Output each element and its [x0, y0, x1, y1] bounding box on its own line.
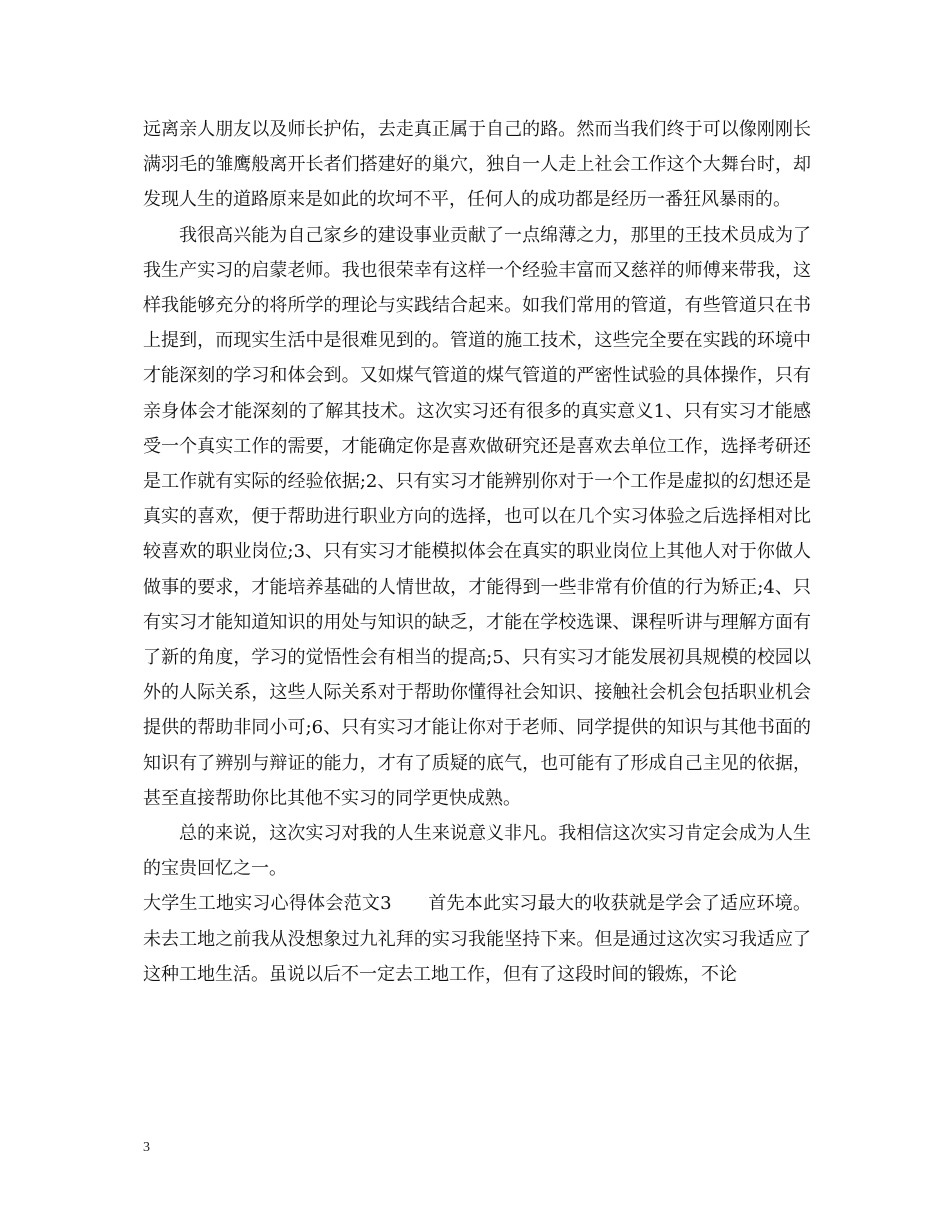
paragraph-3: 总的来说，这次实习对我的人生来说意义非凡。我相信这次实习肯定会成为人生的宝贵回忆之一。	[143, 823, 811, 880]
paragraph-4: 大学生工地实习心得体会范文3 首先本此实习最大的收获就是学会了适应环境。未去工地之前我从没想象过九礼拜的实习我能坚持下来。但是通过这次实习我适应了这种工地生活。虽说以后不一定去工地工作，但有了这段时间的锻炼，不论	[143, 893, 811, 985]
page-number: 3	[143, 1140, 150, 1155]
paragraph-1: 远离亲人朋友以及师长护佑，去走真正属于自己的路。然而当我们终于可以像刚刚长满羽毛的雏鹰般离开长者们搭建好的巢穴，独自一人走上社会工作这个大舞台时，却发现人生的道路原来是如此的坎坷不平，任何人的成功都是经历一番狂风暴雨的。	[143, 119, 811, 211]
paragraph-2: 我很高兴能为自己家乡的建设事业贡献了一点绵薄之力，那里的王技术员成为了我生产实习的启蒙老师。我也很荣幸有这样一个经验丰富而又慈祥的师傅来带我，这样我能够充分的将所学的理论与实践结合起来。如我们常用的管道，有些管道只在书上提到，而现实生活中是很难见到的。管道的施工技术，这些完全要在实践的环境中才能深刻的学习和体会到。又如煤气管道的煤气管道的严密性试验的具体操作，只有亲身体会才能深刻的了解其技术。这次实习还有很多的真实意义1、只有实习才能感受一个真实工作的需要，才能确定你是喜欢做研究还是喜欢去单位工作，选择考研还是工作就有实际的经验依据;2、只有实习才能辨别你对于一个工作是虚拟的幻想还是真实的喜欢，便于帮助进行职业方向的选择，也可以在几个实习体验之后选择相对比较喜欢的职业岗位;3、只有实习才能模拟体会在真实的职业岗位上其他人对于你做人做事的要求，才能培养基础的人情世故，才能得到一些非常有价值的行为矫正;4、只有实习才能知道知识的用处与知识的缺乏，才能在学校选课、课程听讲与理解方面有了新的角度，学习的觉悟性会有相当的提高;5、只有实习才能发展初具规模的校园以外的人际关系，这些人际关系对于帮助你懂得社会知识、接触社会机会包括职业机会提供的帮助非同小可;6、只有实习才能让你对于老师、同学提供的知识与其他书面的知识有了辨别与辩证的能力，才有了质疑的底气，也可能有了形成自己主见的依据，甚至直接帮助你比其他不实习的同学更快成熟。	[143, 224, 811, 809]
document-body	[143, 112, 811, 992]
